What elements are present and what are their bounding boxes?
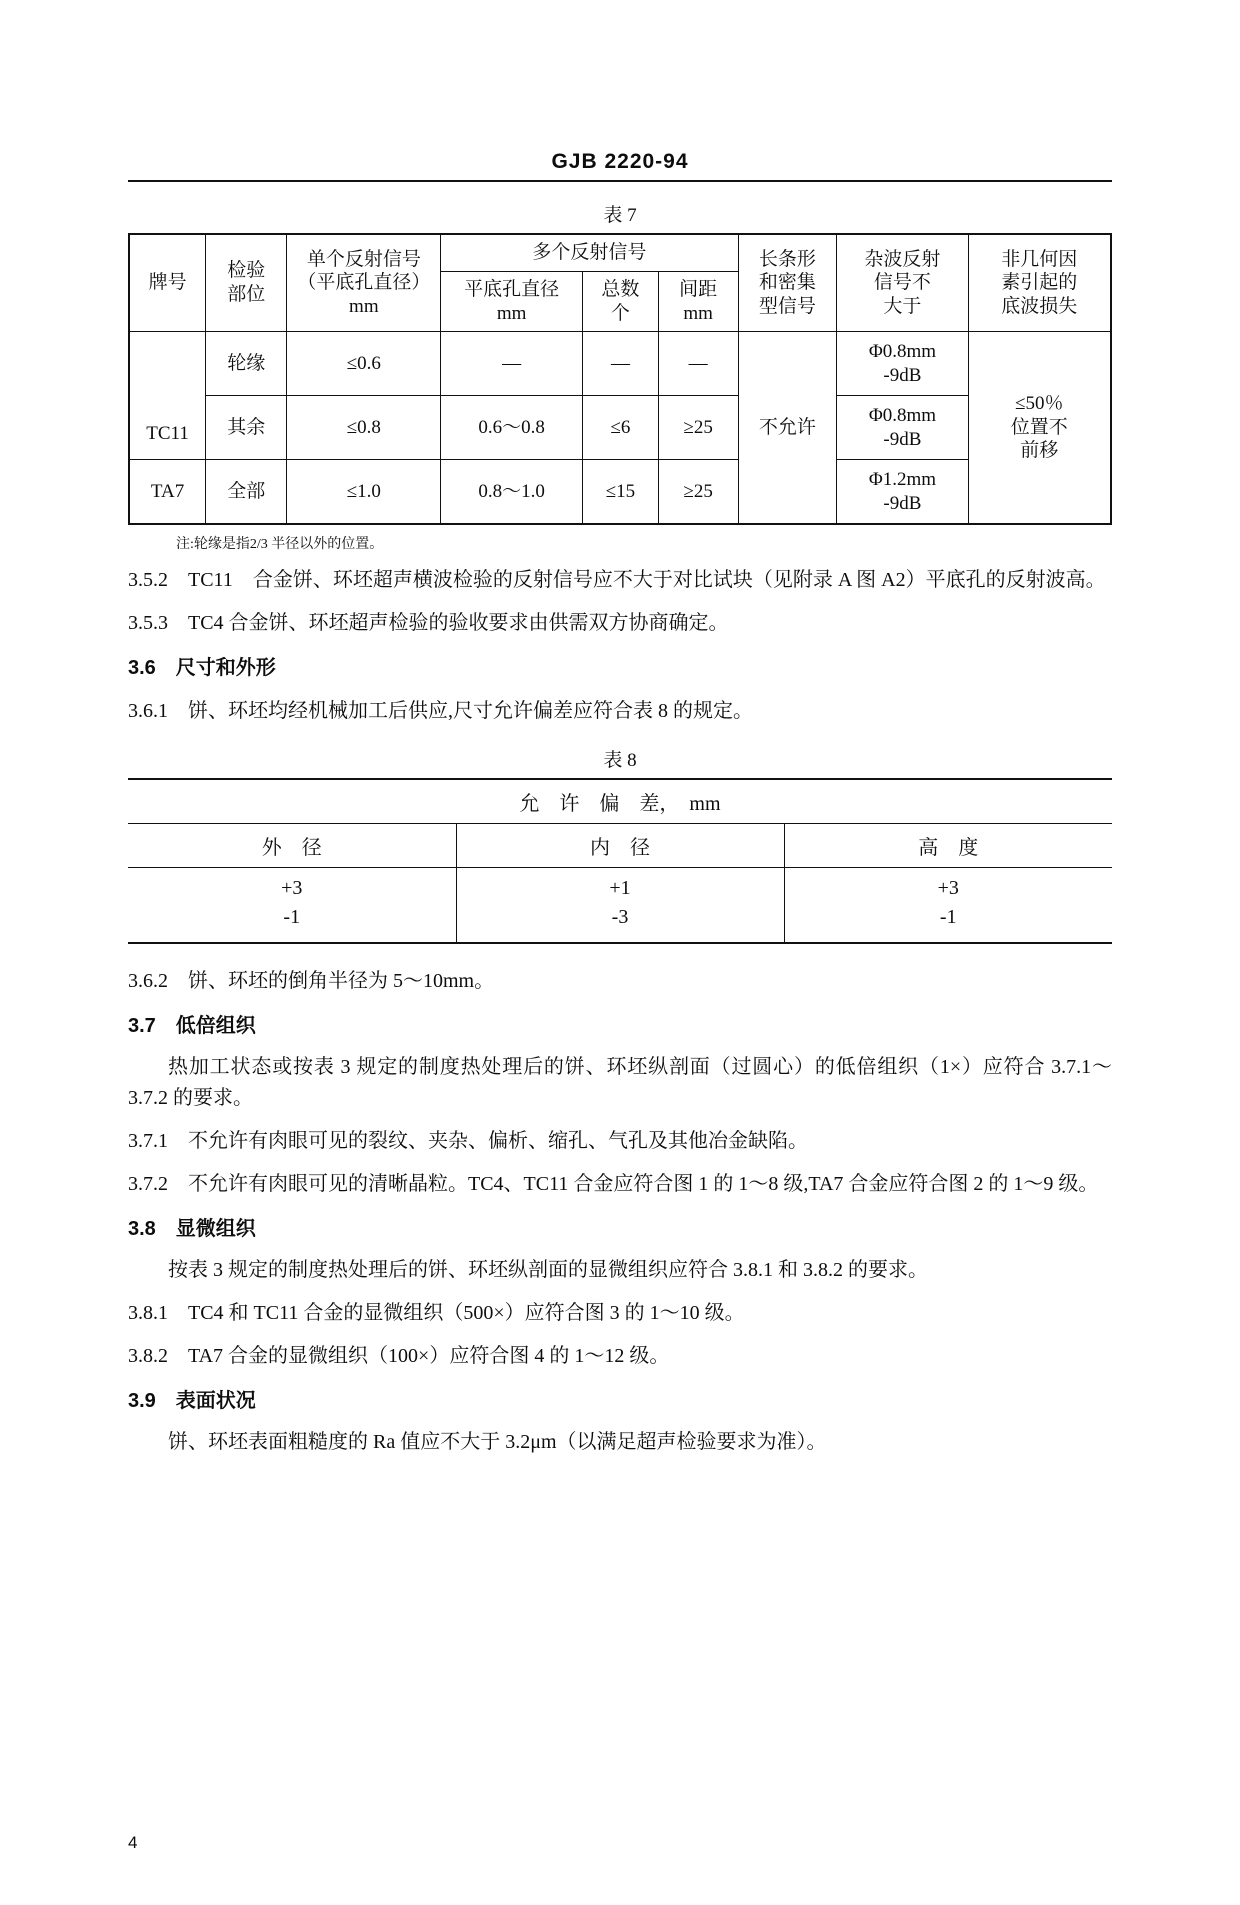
- th-inner-diameter: 内 径: [456, 823, 784, 867]
- clause-3-7-body: 热加工状态或按表 3 规定的制度热处理后的饼、环坯纵剖面（过圆心）的低倍组织（1×）应符合 3.7.1～3.7.2 的要求。: [128, 1055, 1112, 1109]
- table-row: [128, 867, 1112, 943]
- table-row: [129, 396, 1111, 460]
- heading-3-9: 3.9 表面状况: [128, 1389, 256, 1412]
- cell-strip: 不允许: [738, 332, 837, 524]
- th-single-signal: 单个反射信号 （平底孔直径） mm: [287, 234, 441, 332]
- cell-noise: Φ0.8mm -9dB: [837, 396, 968, 460]
- clause-3-7-2: 3.7.2 不允许有肉眼可见的清晰晶粒。TC4、TC11 合金应符合图 1 的 1～8 级,TA7 合金应符合图 2 的 1～9 级。: [128, 1172, 1099, 1195]
- table-row: [129, 460, 1111, 524]
- cell-multi-flat: —: [441, 332, 583, 396]
- page-header: [128, 150, 1112, 182]
- cell-position: 轮缘: [206, 332, 287, 396]
- th-bottom-echo-loss: 非几何因 素引起的 底波损失: [968, 234, 1111, 332]
- clause-3-8-1: 3.8.1 TC4 和 TC11 合金的显微组织（500×）应符合图 3 的 1～10 级。: [128, 1301, 745, 1324]
- table-row: [128, 823, 1112, 867]
- cell-single: ≤0.6: [287, 332, 441, 396]
- table-8: [128, 778, 1112, 944]
- th-multi-flat-hole: 平底孔直径 mm: [441, 271, 583, 332]
- cell-multi-count: ≤6: [583, 396, 659, 460]
- table-row: [129, 234, 1111, 271]
- page-number: 4: [128, 1833, 138, 1852]
- standard-number: GJB 2220-94: [551, 150, 689, 173]
- th-grade: 牌号: [129, 234, 206, 332]
- table7-caption: 表 7: [603, 205, 637, 226]
- heading-3-8: 3.8 显微组织: [128, 1217, 256, 1240]
- cell-outer-diameter-tolerance: +3 -1: [281, 876, 303, 928]
- th-multi-gap: 间距 mm: [658, 271, 738, 332]
- clause-3-8-2: 3.8.2 TA7 合金的显微组织（100×）应符合图 4 的 1～12 级。: [128, 1344, 670, 1367]
- heading-3-6: 3.6 尺寸和外形: [128, 656, 276, 679]
- table-row: [128, 779, 1112, 824]
- cell-noise: Φ0.8mm -9dB: [837, 332, 968, 396]
- cell-multi-count: ≤15: [583, 460, 659, 524]
- th-multi-signal: 多个反射信号: [441, 234, 738, 271]
- document-page: [0, 150, 1240, 1905]
- cell-bottom-echo-loss: ≤50％ 位置不 前移: [968, 332, 1111, 524]
- cell-noise: Φ1.2mm -9dB: [837, 460, 968, 524]
- table-7: [128, 233, 1112, 525]
- cell-single: ≤0.8: [287, 396, 441, 460]
- th-position: 检验 部位: [206, 234, 287, 332]
- cell-position: 全部: [206, 460, 287, 524]
- th-multi-count: 总数 个: [583, 271, 659, 332]
- table8-caption: 表 8: [603, 749, 637, 771]
- th-outer-diameter: 外 径: [128, 823, 456, 867]
- clause-3-5-2: 3.5.2 TC11 合金饼、环坯超声横波检验的反射信号应不大于对比试块（见附录 A 图 A2）平底孔的反射波高。: [128, 568, 1106, 591]
- table7-note: 注:轮缘是指2/3 半径以外的位置。: [176, 536, 384, 552]
- cell-grade-ta7: TA7: [129, 460, 206, 524]
- th-noise-signal: 杂波反射 信号不 大于: [837, 234, 968, 332]
- cell-multi-flat: 0.8～1.0: [441, 460, 583, 524]
- table8-title: 允 许 偏 差， mm: [128, 779, 1112, 824]
- cell-multi-gap: ≥25: [658, 460, 738, 524]
- clause-3-6-2: 3.6.2 饼、环坯的倒角半径为 5～10mm。: [128, 969, 495, 992]
- heading-3-7: 3.7 低倍组织: [128, 1014, 256, 1037]
- clause-3-7-1: 3.7.1 不允许有肉眼可见的裂纹、夹杂、偏析、缩孔、气孔及其他冶金缺陷。: [128, 1129, 808, 1152]
- clause-3-9-body: 饼、环坯表面粗糙度的 Ra 值应不大于 3.2μm（以满足超声检验要求为准）。: [168, 1430, 827, 1453]
- clause-3-5-3: 3.5.3 TC4 合金饼、环坯超声检验的验收要求由供需双方协商确定。: [128, 611, 729, 634]
- cell-single: ≤1.0: [287, 460, 441, 524]
- clause-3-6-1: 3.6.1 饼、环坯均经机械加工后供应,尺寸允许偏差应符合表 8 的规定。: [128, 699, 753, 722]
- cell-multi-gap: —: [658, 332, 738, 396]
- cell-multi-flat: 0.6～0.8: [441, 396, 583, 460]
- th-strip-signal: 长条形 和密集 型信号: [738, 234, 837, 332]
- table-row: [129, 332, 1111, 396]
- cell-inner-diameter-tolerance: +1 -3: [456, 867, 784, 943]
- header-divider: [128, 180, 1112, 182]
- cell-multi-gap: ≥25: [658, 396, 738, 460]
- th-height: 高 度: [784, 823, 1112, 867]
- cell-position: 其余: [206, 396, 287, 460]
- cell-grade-tc11: TC11: [129, 332, 206, 460]
- cell-height-tolerance: +3 -1: [784, 867, 1112, 943]
- clause-3-8-body: 按表 3 规定的制度热处理后的饼、环坯纵剖面的显微组织应符合 3.8.1 和 3.8.2 的要求。: [168, 1258, 928, 1281]
- cell-multi-count: —: [583, 332, 659, 396]
